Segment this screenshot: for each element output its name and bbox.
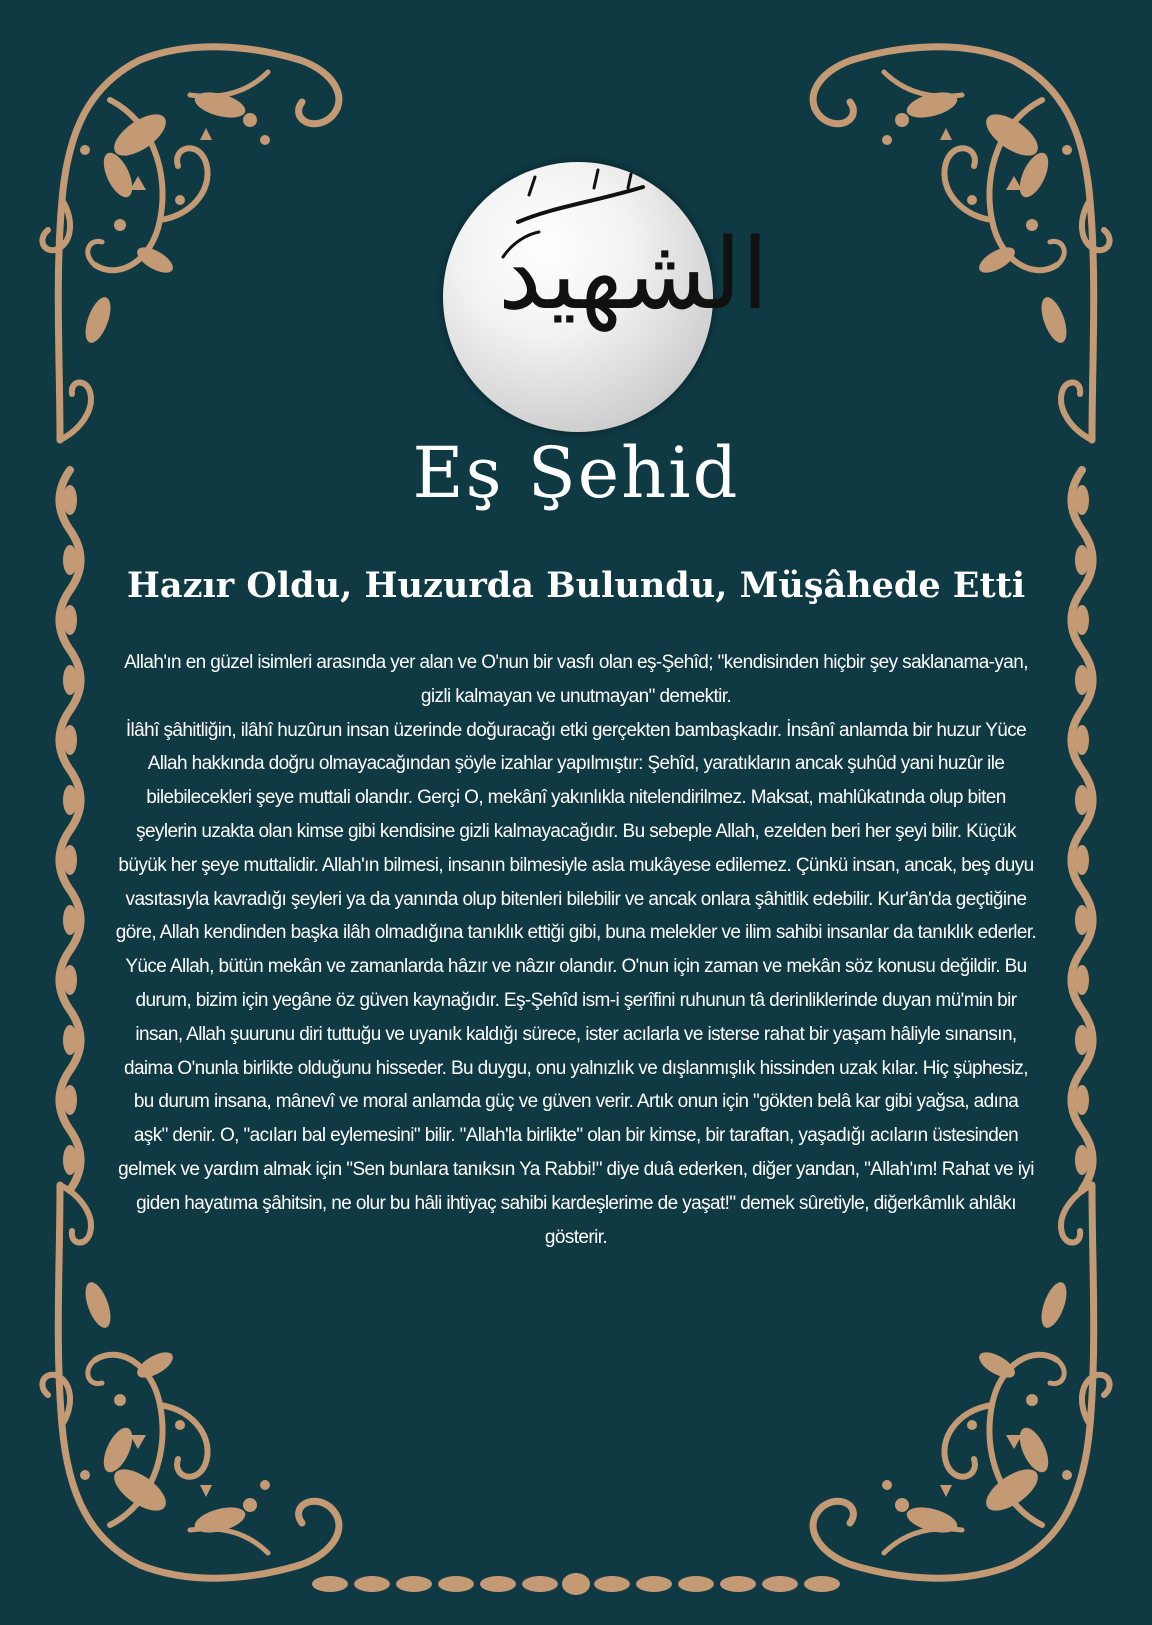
paragraph-2: İlâhî şâhitliğin, ilâhî huzûrun insan üzerinde doğuracağı etki gerçekten bambaşkadır. İnsânî anlamda bir huzur Yüce Allah hakkında doğru olmayacağından şöyle izahlar yapılmıştır: Şehîd, yaratıkların ancak şuhûd yani huzûr ile bilebilecekleri şeye muttali olandır. Gerçi O, mekânî yakınlıkla nitelendirilmez. Maksat, mahlûkatında olup biten şeylerin uzakta olan kimse gibi kendisine gizli kalmayacağıdır. Bu sebeple Allah, ezelden beri her şeyi bilir. Küçük büyük her şeye muttalidir. Allah'ın bilmesi, insanın bilmesiyle asla mukâyese edilemez. Çünkü insan, ancak, beş duyu vasıtasıyla kavradığı şeyleri ya da yanında olup bitenleri bilebilir ve ancak onlara şâhitlik edebilir. Kur'ân'da geçtiğine göre, Allah kendinden başka ilâh olmadığına tanıklık ettiği gibi, buna melekler ve ilim sahibi insanlar da tanıklık ederler.: [115, 719, 1037, 944]
page-subtitle: Hazır Oldu, Huzurda Bulundu, Müşâhede Etti: [126, 565, 1026, 606]
corner-ornament-top-right: [813, 47, 1110, 440]
paragraph-3: Yüce Allah, bütün mekân ve zamanlarda hâzır ve nâzır olandır. O'nun için zaman ve mekân söz konusu değildir. Bu durum, bizim için yegâne öz güven kaynağıdır. Eş-Şehîd ism-i şerîfini ruhunun tâ derinliklerinde duyan mü'min bir insan, Allah şuurunu diri tuttuğu ve uyanık kaldığı sürece, ister acılarla ve isterse rahat bir yaşam hâliyle sınansın, daima O'nunla birlikte olduğunu hisseder. Bu duygu, onu yalnızlık ve dışlanmışlık hissinden uzak kılar. Hiç şüphesiz, bu durum insana, mânevî ve moral anlamda güç ve güven verir. Artık onun için "gökten belâ kar gibi yağsa, adına aşk" denir. O, "acıları bal eylemesini" bilir. "Allah'la birlikte" olan bir kimse, bir taraftan, yaşadığı acıların üstesinden gelmek ve yardım almak için "Sen bunlara tanıksın Ya Rabbi!" diye duâ ederken, diğer yandan, "Allah'ım! Rahat ve iyi giden hayatıma şâhitsin, ne olur bu hâli ihtiyaç sahibi kardeşlerime de yaşat!" demek sûretiyle, diğerkâmlık ahlâkı gösterir.: [118, 956, 1034, 1248]
corner-ornament-top-left: [42, 47, 339, 440]
body-text: [115, 646, 1037, 1254]
paragraph-1: Allah'ın en güzel isimleri arasında yer alan ve O'nun bir vasfı olan eş-Şehîd; "kendisinden hiçbir şey saklanama-yan, gizli kalmayan ve unutmayan" demektir.: [124, 652, 1028, 707]
calligraphy-medallion: [443, 162, 769, 432]
calligraphy-text: الشهيد: [498, 218, 769, 332]
bottom-vine-border: [312, 1573, 840, 1595]
page-title: Eş Şehid: [412, 432, 740, 514]
